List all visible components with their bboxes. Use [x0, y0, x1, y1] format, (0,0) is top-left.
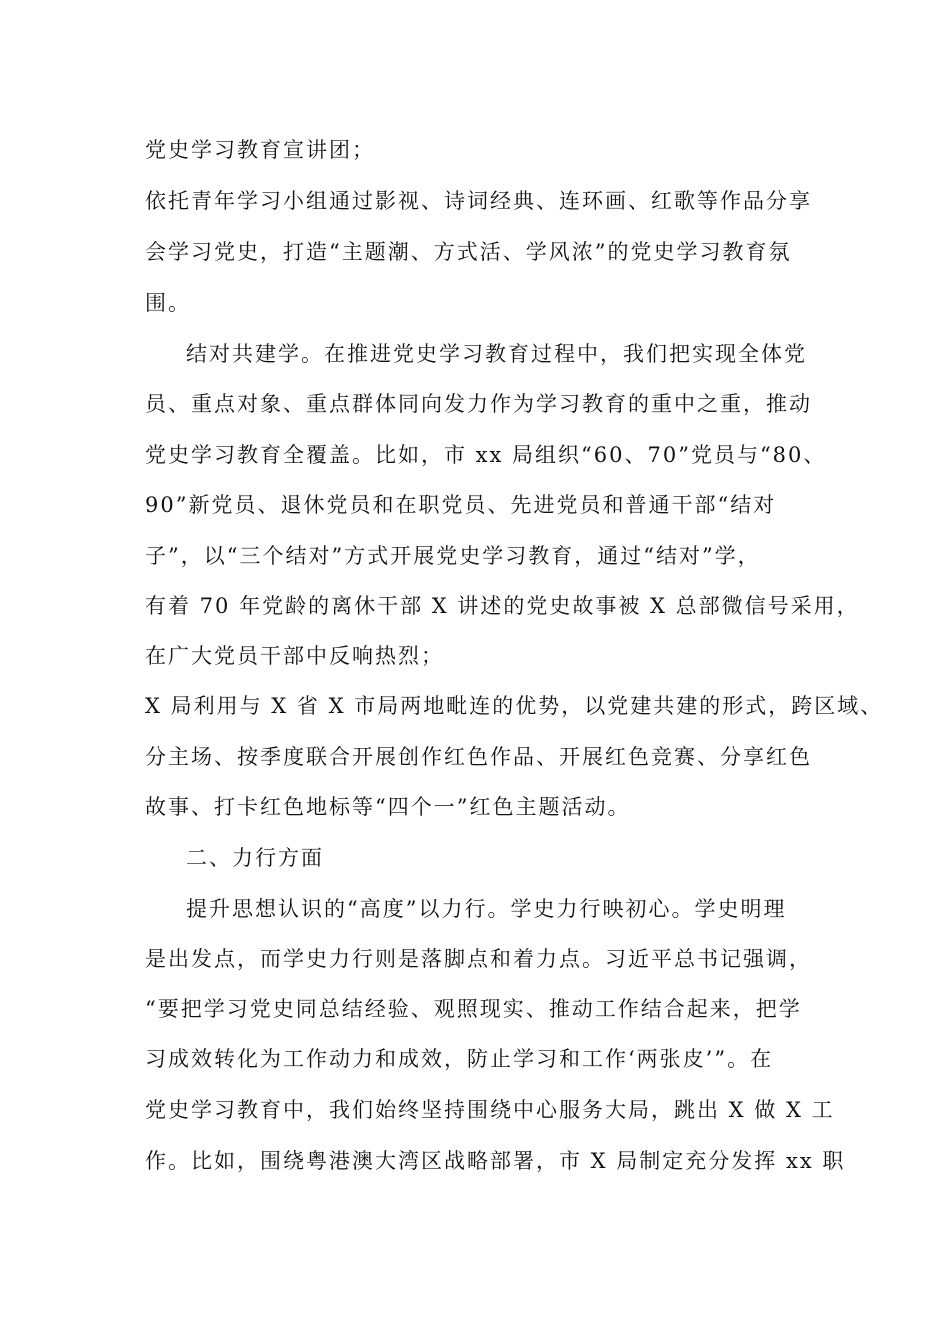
text-line: 提升思想认识的“高度”以力行。学史力行映初心。学史明理	[186, 897, 787, 921]
text-line: 有着 70 年党龄的离休干部 X 讲述的党史故事被 X 总部微信号采用，	[145, 594, 860, 618]
text-line: 党史学习教育中，我们始终坚持围绕中心服务大局，跳出 X 做 X 工	[145, 1098, 835, 1122]
section-heading: 二、力行方面	[186, 846, 324, 870]
text-line: 是出发点，而学史力行则是落脚点和着力点。习近平总书记强调，	[145, 947, 812, 971]
text-line: 结对共建学。在推进党史学习教育过程中，我们把实现全体党	[186, 342, 807, 366]
text-line: 90”新党员、退休党员和在职党员、先进党员和普通干部“结对	[145, 493, 777, 517]
text-line: 党史学习教育全覆盖。比如，市 xx 局组织“60、70”党员与“80、	[145, 443, 827, 467]
text-line: 依托青年学习小组通过影视、诗词经典、连环画、红歌等作品分享	[145, 189, 812, 213]
text-line: 作。比如，围绕粤港澳大湾区战略部署，市 X 局制定充分发挥 xx 职	[145, 1149, 846, 1173]
text-line: 会学习党史，打造“主题潮、方式活、学风浓”的党史学习教育氛	[145, 240, 792, 264]
text-line: 员、重点对象、重点群体同向发力作为学习教育的重中之重，推动	[145, 392, 812, 416]
text-line: “要把学习党史同总结经验、观照现实、推动工作结合起来，把学	[145, 997, 802, 1021]
text-line: 在广大党员干部中反响热烈；	[145, 644, 444, 668]
text-line: 党史学习教育宣讲团；	[145, 138, 375, 162]
text-line: 习成效转化为工作动力和成效，防止学习和工作‘两张皮’”。在	[145, 1047, 774, 1071]
text-line: X 局利用与 X 省 X 市局两地毗连的优势，以党建共建的形式，跨区域、	[145, 694, 884, 718]
text-line: 分主场、按季度联合开展创作红色作品、开展红色竞赛、分享红色	[145, 745, 812, 769]
text-line: 子”，以“三个结对”方式开展党史学习教育，通过“结对”学，	[145, 544, 761, 568]
text-line: 围。	[145, 291, 191, 315]
text-line: 故事、打卡红色地标等“四个一”红色主题活动。	[145, 795, 631, 819]
